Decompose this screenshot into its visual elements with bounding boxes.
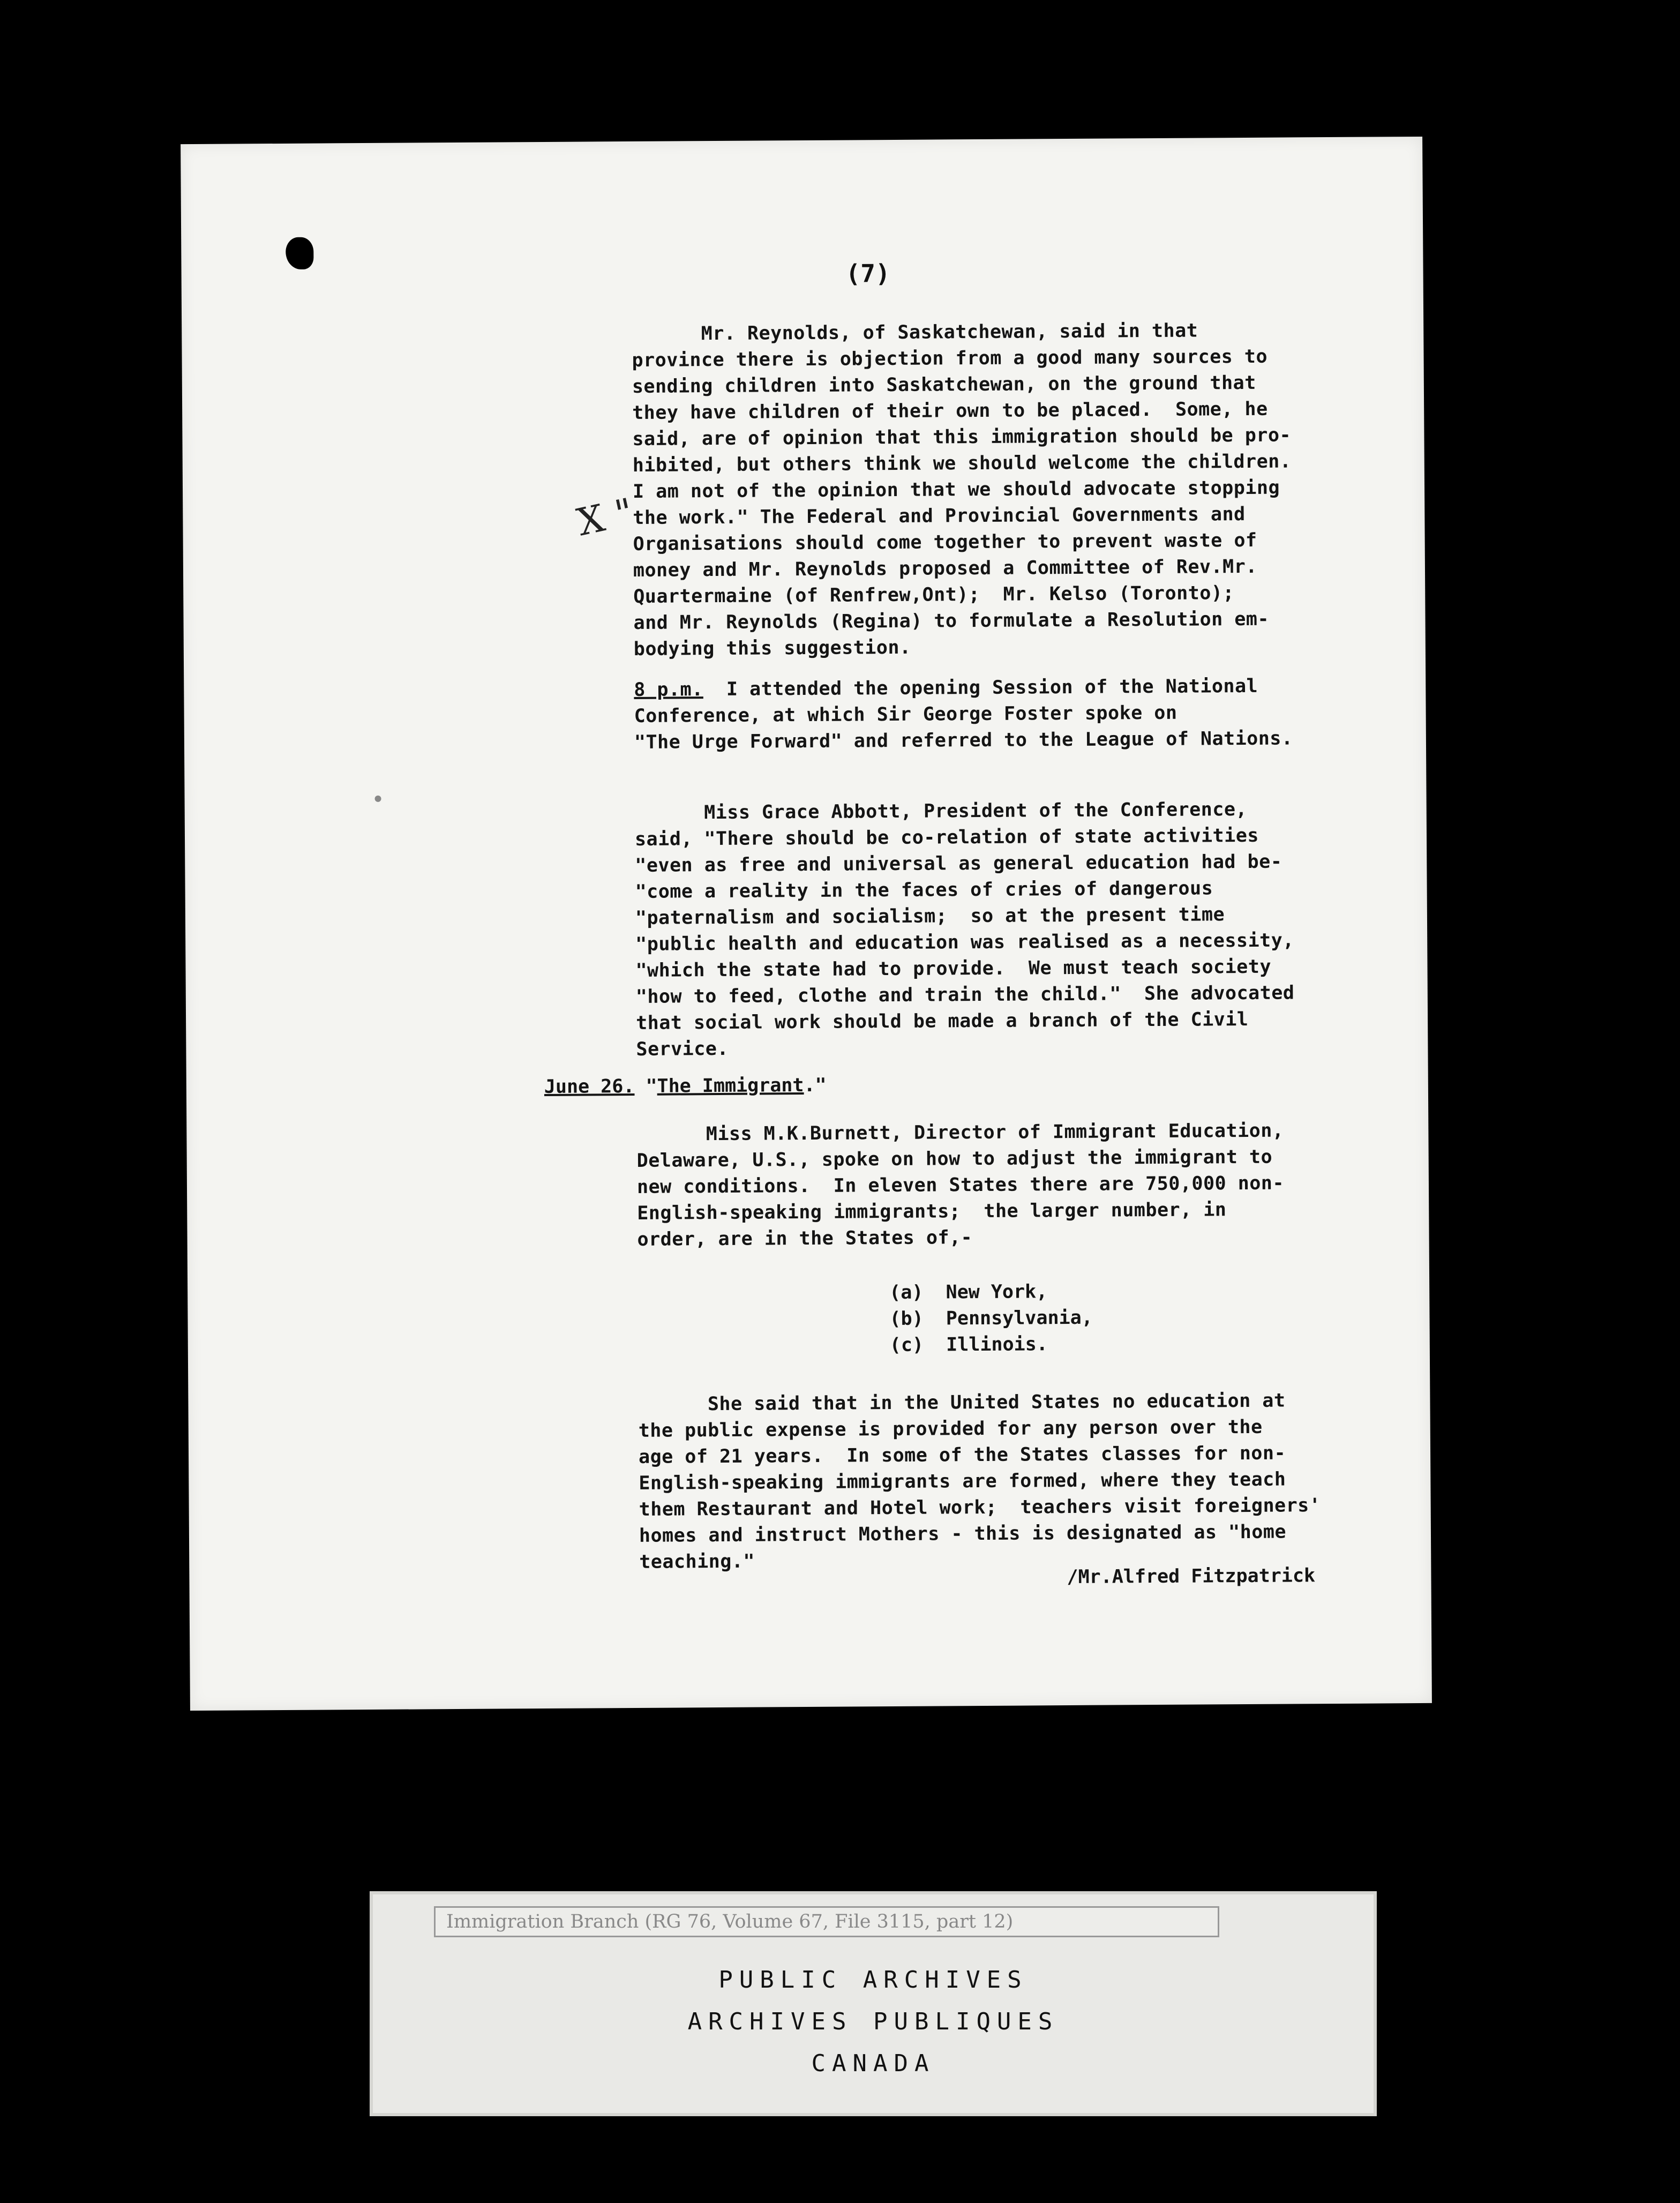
- session-text: I attended the opening Session of the National Conference, at which Sir George Foster spoke on "The Urge Forward" and referred to the League of Nations.: [634, 675, 1293, 753]
- session-time: 8 p.m.: [634, 679, 703, 701]
- date-label: June 26.: [544, 1075, 635, 1098]
- page-number: (7): [845, 259, 890, 288]
- paragraph-opening-session: [634, 672, 1400, 756]
- list-item: (c) Illinois.: [889, 1333, 1048, 1357]
- paragraph-reynolds: Mr. Reynolds, of Saskatchewan, said in that province there is objection from a good many sources to sending children into Saskatchewan, on the ground that they have children of their own to be placed. Some, he said, are of opinion that this immigration should be pro- hibited, but others think we should welcome the children. I am not of the opinion that we should advocate stopping the work." The Federal and Provincial Governments and Organisations should come together to prevent waste of money and Mr. Reynolds proposed a Committee of Rev.Mr. Quartermaine (of Renfrew,Ont); Mr. Kelso (Toronto); and Mr. Reynolds (Regina) to formulate a Resolution em- bodying this suggestion.: [632, 320, 1292, 660]
- paragraph-us-education: She said that in the United States no education at the public expense is provided for any person over the age of 21 years. In some of the States classes for non- English-speaking immigrants are formed, where they teach them Restaurant and Hotel work; teachers visit foreigners' homes and instruct Mothers - this is designated as "home teaching.": [638, 1390, 1321, 1573]
- archive-line-1: PUBLIC ARCHIVES: [718, 1966, 1028, 1994]
- paragraph-grace-abbott: Miss Grace Abbott, President of the Conference, said, "There should be co-relation of state activities "even as free and universal as general education had be- "come a reality in the faces of cries of dangerous "paternalism and socialism; so at the present time "public health and education was realised as a necessity, "which the state had to provide. We must teach society "how to feed, clothe and train the child." She advocated that social work should be made a branch of the Civil Service.: [634, 798, 1295, 1060]
- date-heading: June 26. "The Immigrant.": [544, 1074, 827, 1098]
- signature: /Mr.Alfred Fitzpatrick: [1067, 1565, 1316, 1588]
- archive-reference: Immigration Branch (RG 76, Volume 67, File 3115, part 12): [434, 1906, 1219, 1937]
- archive-line-3: CANADA: [811, 2050, 935, 2077]
- document-page: [181, 137, 1432, 1711]
- archive-line-2: ARCHIVES PUBLIQUES: [687, 2008, 1059, 2035]
- hole-punch-mark: [286, 237, 313, 269]
- states-list: [889, 1279, 1093, 1359]
- handwritten-margin-mark: X ": [573, 490, 638, 545]
- list-item: (a) New York,: [889, 1281, 1048, 1304]
- list-item: (b) Pennsylvania,: [889, 1307, 1093, 1330]
- speck-mark: [375, 796, 381, 802]
- section-title: The Immigrant: [657, 1075, 804, 1097]
- archive-label: [370, 1891, 1377, 2116]
- paragraph-burnett: Miss M.K.Burnett, Director of Immigrant Education, Delaware, U.S., spoke on how to adjust the immigrant to new conditions. In eleven States there are 750,000 non- English-speaking immigrants; the larger number, in order, are in the States of,-: [636, 1120, 1285, 1250]
